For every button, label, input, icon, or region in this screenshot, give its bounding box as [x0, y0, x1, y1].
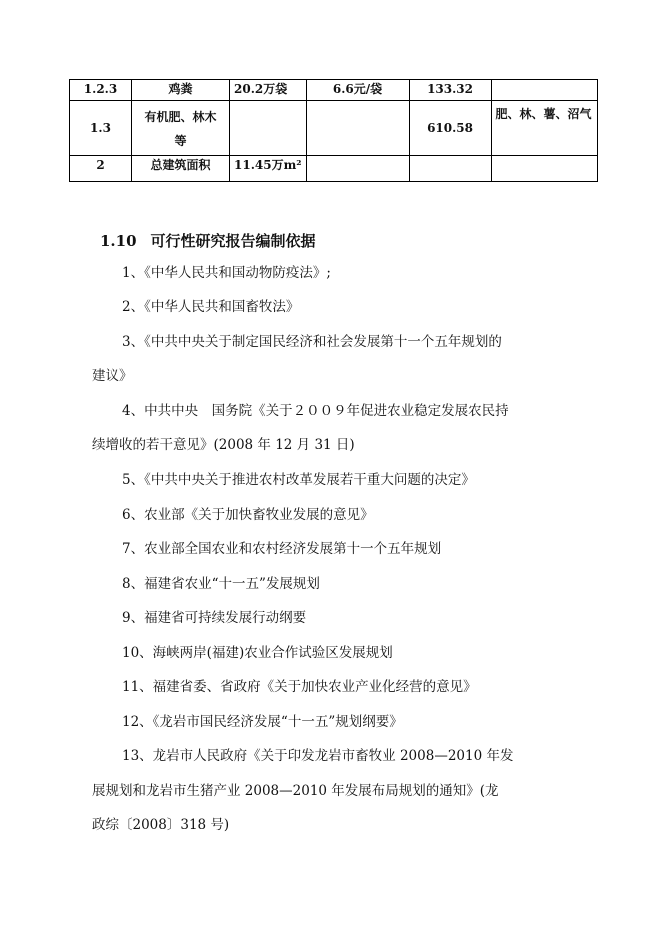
basis-item-1: 1、《中华人民共和国动物防疫法》; [122, 265, 331, 281]
table-row [70, 101, 598, 156]
amount: 133.32 [409, 80, 491, 101]
basis-item-3: 3、《中共中央关于制定国民经济和社会发展第十一个五年规划的 [122, 334, 502, 350]
section-title: 可行性研究报告编制依据 [150, 232, 316, 250]
basis-item-7: 7、农业部全国农业和农村经济发展第十一个五年规划 [122, 541, 442, 557]
table-row [70, 80, 598, 101]
basis-item-11: 11、福建省委、省政府《关于加快农业产业化经营的意见》 [122, 679, 477, 695]
basis-item-6: 6、农业部《关于加快畜牧业发展的意见》 [122, 507, 374, 523]
quantity: 20.2万袋 [230, 80, 307, 101]
row-number: 2 [70, 156, 132, 182]
item-name: 鸡粪 [132, 80, 230, 101]
row-number: 1.3 [70, 101, 132, 156]
item-name-line2: 等 [174, 134, 187, 148]
basis-item-5: 5、《中共中央关于推进农村改革发展若干重大问题的决定》 [122, 472, 475, 488]
section-heading [100, 230, 316, 251]
unit-price [306, 156, 409, 182]
item-name-line1: 有机肥、林木 [144, 110, 217, 124]
amount [409, 156, 491, 182]
basis-item-4: 4、中共中央 国务院《关于２００９年促进农业稳定发展农民持 [122, 403, 509, 419]
basis-item-3-cont: 建议》 [92, 368, 133, 384]
investment-table [69, 79, 598, 182]
unit-price [306, 101, 409, 156]
basis-item-8: 8、福建省农业“十一五”发展规划 [122, 576, 320, 592]
basis-item-13: 13、龙岩市人民政府《关于印发龙岩市畜牧业 2008—2010 年发 [122, 748, 514, 764]
basis-item-2: 2、《中华人民共和国畜牧法》 [122, 299, 300, 315]
amount: 610.58 [409, 101, 491, 156]
unit-price: 6.6元/袋 [306, 80, 409, 101]
basis-item-13-cont: 展规划和龙岩市生猪产业 2008—2010 年发展布局规划的通知》(龙 [92, 783, 499, 799]
note [491, 156, 597, 182]
basis-item-12: 12、《龙岩市国民经济发展“十一五”规划纲要》 [122, 714, 403, 730]
quantity [230, 101, 307, 156]
section-number: 1.10 [100, 232, 137, 250]
item-name: 总建筑面积 [132, 156, 230, 182]
quantity: 11.45万m² [230, 156, 307, 182]
row-number: 1.2.3 [70, 80, 132, 101]
basis-item-4-cont: 续增收的若干意见》(2008 年 12 月 31 日) [92, 437, 355, 453]
table-row [70, 156, 598, 182]
basis-item-9: 9、福建省可持续发展行动纲要 [122, 610, 307, 626]
basis-item-10: 10、海峡两岸(福建)农业合作试验区发展规划 [122, 645, 393, 661]
item-name [132, 101, 230, 156]
basis-item-13-cont2: 政综〔2008〕318 号) [92, 817, 230, 833]
note: 肥、林、薯、沼气 [491, 101, 597, 156]
note [491, 80, 597, 101]
